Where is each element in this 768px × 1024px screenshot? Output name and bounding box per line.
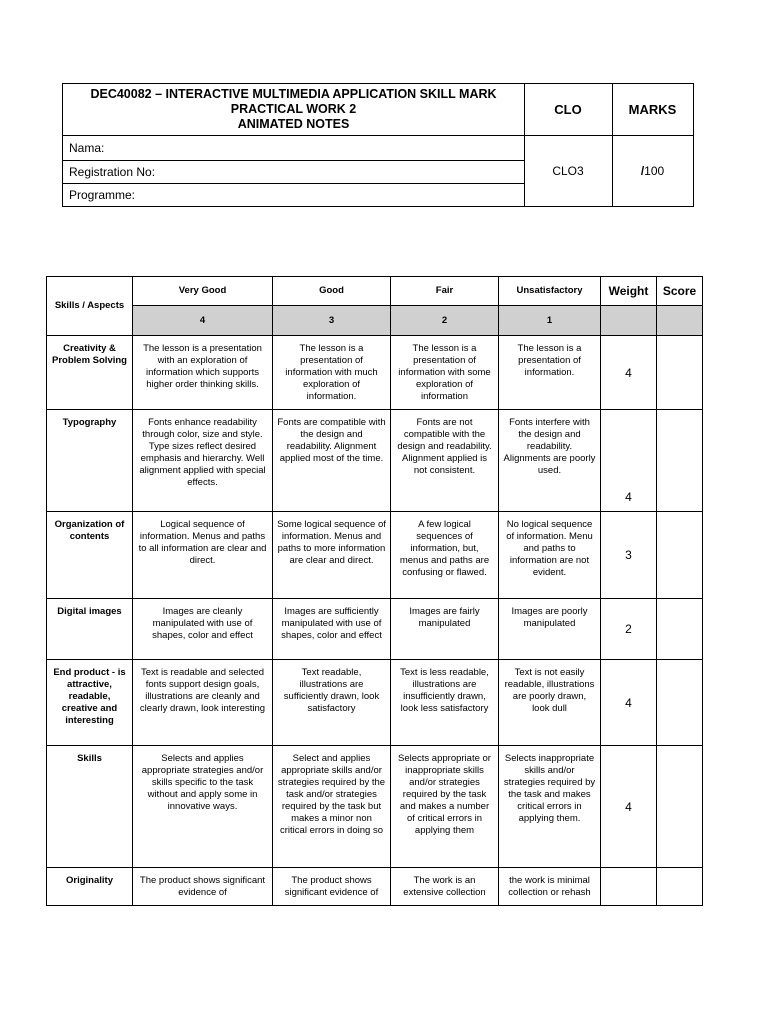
- marks-slash: /: [640, 163, 645, 178]
- aspect-cell: End product - is attractive, readable, creative and interesting: [47, 660, 133, 746]
- course-title-line: DEC40082 – INTERACTIVE MULTIMEDIA APPLICATION SKILL MARK: [90, 87, 497, 101]
- rubric-table: [46, 276, 703, 906]
- criterion-cell: The product shows significant evidence of: [273, 868, 391, 906]
- criterion-cell: Logical sequence of information. Menus and paths to all information are clear and direct.: [133, 512, 273, 599]
- score-cell[interactable]: [657, 746, 703, 868]
- scale-blank-cell: [601, 306, 657, 336]
- criterion-cell: Fonts are compatible with the design and readability. Alignment applied most of the time.: [273, 410, 391, 512]
- clo-value: CLO3: [524, 135, 613, 207]
- scale-blank-cell: [657, 306, 703, 336]
- aspect-cell: Typography: [47, 410, 133, 512]
- criterion-cell: the work is minimal collection or rehash: [499, 868, 601, 906]
- table-row: [47, 410, 703, 512]
- criterion-cell: Fonts are not compatible with the design and readability. Alignment applied is not consistent.: [391, 410, 499, 512]
- aspect-cell: Skills: [47, 746, 133, 868]
- weight-cell: 4: [601, 660, 657, 746]
- criterion-cell: The lesson is a presentation with an exploration of information which supports higher order thinking skills.: [133, 336, 273, 410]
- marks-heading: MARKS: [612, 83, 694, 136]
- score-header: Score: [657, 277, 703, 306]
- table-row: [47, 336, 703, 410]
- criterion-cell: Text readable, illustrations are sufficiently drawn, look satisfactory: [273, 660, 391, 746]
- programme-field[interactable]: Programme:: [62, 183, 525, 207]
- scale-row: [47, 306, 703, 336]
- criterion-cell: The product shows significant evidence of: [133, 868, 273, 906]
- aspect-cell: Originality: [47, 868, 133, 906]
- weight-cell: 4: [601, 410, 657, 512]
- criterion-cell: Some logical sequence of information. Menus and paths to more information are clear and direct.: [273, 512, 391, 599]
- criterion-cell: Text is readable and selected fonts support design goals, illustrations are cleanly and clearly drawn, look interesting: [133, 660, 273, 746]
- criterion-cell: The lesson is a presentation of information with much exploration of information.: [273, 336, 391, 410]
- aspect-cell: Digital images: [47, 599, 133, 660]
- scale-cell: 4: [133, 306, 273, 336]
- course-title-line: ANIMATED NOTES: [237, 117, 350, 131]
- criterion-cell: A few logical sequences of information, but, menus and paths are confusing or flawed.: [391, 512, 499, 599]
- very-good-header: Very Good: [133, 277, 273, 306]
- good-header: Good: [273, 277, 391, 306]
- criterion-cell: Images are fairly manipulated: [391, 599, 499, 660]
- table-row: [47, 599, 703, 660]
- course-title-line: PRACTICAL WORK 2: [230, 102, 357, 116]
- scale-cell: 3: [273, 306, 391, 336]
- unsatisfactory-header: Unsatisfactory: [499, 277, 601, 306]
- table-row: [47, 746, 703, 868]
- table-row: [47, 512, 703, 599]
- assessment-header: [62, 83, 694, 207]
- criterion-cell: The work is an extensive collection: [391, 868, 499, 906]
- aspects-header: Skills / Aspects: [47, 277, 133, 336]
- criterion-cell: Selects inappropriate skills and/or strategies required by the task and makes critical errors in applying them.: [499, 746, 601, 868]
- clo-heading: CLO: [524, 83, 613, 136]
- criterion-cell: Fonts enhance readability through color, size and style. Type sizes reflect desired emphasis and hierarchy. Well alignment applied with special effects.: [133, 410, 273, 512]
- score-cell[interactable]: [657, 599, 703, 660]
- criterion-cell: Fonts interfere with the design and readability. Alignments are poorly used.: [499, 410, 601, 512]
- criterion-cell: Text is not easily readable, illustrations are poorly drawn, look dull: [499, 660, 601, 746]
- table-row: [47, 660, 703, 746]
- criterion-cell: Images are poorly manipulated: [499, 599, 601, 660]
- scale-cell: 2: [391, 306, 499, 336]
- score-cell[interactable]: [657, 410, 703, 512]
- aspect-cell: Creativity & Problem Solving: [47, 336, 133, 410]
- weight-cell: 4: [601, 746, 657, 868]
- marks-value[interactable]: [612, 135, 694, 207]
- course-title: [62, 83, 525, 136]
- score-cell[interactable]: [657, 512, 703, 599]
- registration-field[interactable]: Registration No:: [62, 160, 525, 184]
- aspect-cell: Organization of contents: [47, 512, 133, 599]
- table-row: [47, 868, 703, 906]
- criterion-cell: Selects and applies appropriate strategies and/or skills specific to the task without and apply some in innovative ways.: [133, 746, 273, 868]
- criterion-cell: Images are sufficiently manipulated with use of shapes, color and effect: [273, 599, 391, 660]
- fair-header: Fair: [391, 277, 499, 306]
- weight-cell: 3: [601, 512, 657, 599]
- score-cell[interactable]: [657, 868, 703, 906]
- weight-cell: [601, 868, 657, 906]
- rubric-header-row: [47, 277, 703, 306]
- name-field[interactable]: Nama:: [62, 135, 525, 161]
- criterion-cell: The lesson is a presentation of information.: [499, 336, 601, 410]
- weight-cell: 4: [601, 336, 657, 410]
- criterion-cell: The lesson is a presentation of information with some exploration of information: [391, 336, 499, 410]
- criterion-cell: Text is less readable, illustrations are insufficiently drawn, look less satisfactory: [391, 660, 499, 746]
- criterion-cell: No logical sequence of information. Menu and paths to information are not evident.: [499, 512, 601, 599]
- marks-total: 100: [644, 163, 665, 178]
- scale-cell: 1: [499, 306, 601, 336]
- criterion-cell: Selects appropriate or inappropriate skills and/or strategies required by the task and makes a number of critical errors in applying them: [391, 746, 499, 868]
- weight-header: Weight: [601, 277, 657, 306]
- criterion-cell: Images are cleanly manipulated with use of shapes, color and effect: [133, 599, 273, 660]
- criterion-cell: Select and applies appropriate skills and/or strategies required by the task and/or strategies required by the task but makes a minor non critical errors in doing so: [273, 746, 391, 868]
- score-cell[interactable]: [657, 660, 703, 746]
- score-cell[interactable]: [657, 336, 703, 410]
- weight-cell: 2: [601, 599, 657, 660]
